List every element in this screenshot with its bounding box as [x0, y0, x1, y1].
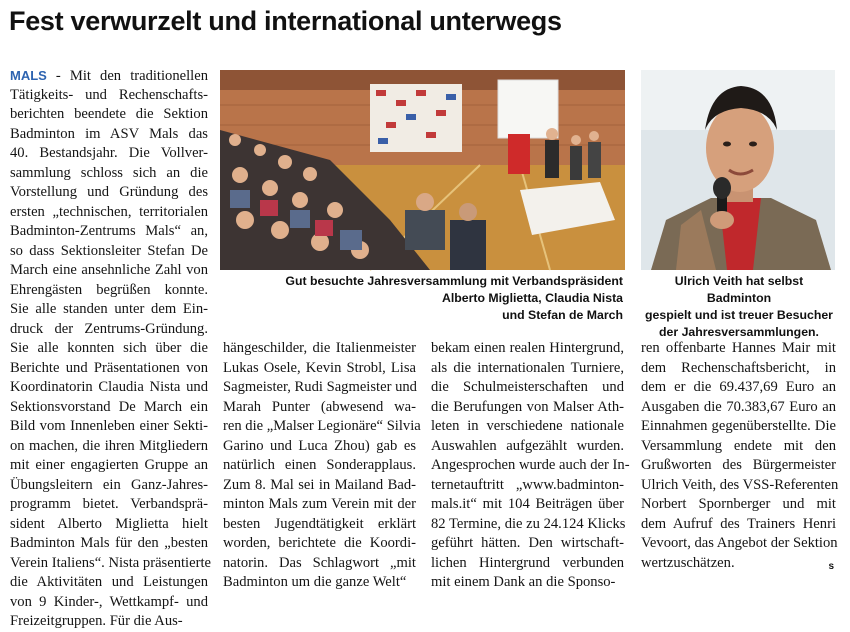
text-line-rest: - Mit den traditionellen	[46, 68, 208, 84]
text-line	[10, 66, 208, 86]
text-line: dem Rechenschaftsbericht, in	[641, 359, 836, 376]
text-line: Angesprochen wurde auch der In-	[431, 457, 630, 473]
text-line: Sie alle konnten sich über die	[10, 340, 208, 356]
text-line: besten Jugendtätigkeit erklärt	[223, 515, 416, 532]
text-line: die Aktivitäten und Leistungen	[10, 574, 208, 590]
text-line: Sagmeister, Rudi Sagmeister und	[223, 379, 417, 395]
article-column-4	[641, 339, 839, 573]
text-line: natürlich einen Sonderapplaus.	[223, 457, 416, 473]
text-line: Zum 8. Mal sei in Mailand Bad-	[223, 476, 416, 493]
text-line: worden, berichtete die Koordi-	[223, 535, 416, 551]
author-end-mark: s	[828, 560, 834, 572]
text-line: Übungsleitern ein Ganz-Jahres-	[10, 476, 208, 493]
text-line: Berichte und Präsentationen von	[10, 359, 208, 376]
text-line: Lukas Osele, Kevin Strobl, Lisa	[223, 359, 416, 376]
text-line: 82 Termine, die zu 24.124 Klicks	[431, 515, 626, 532]
text-line: ersten „technischen, territorialen	[10, 203, 208, 220]
location-kicker: MALS	[10, 68, 47, 83]
text-line: lichen Hintergrund verbunden	[431, 554, 624, 571]
text-line: geführt hätten. Den wirtschaft-	[431, 535, 624, 551]
portrait-caption	[641, 273, 837, 341]
text-line: Badminton um die ganze Welt“	[223, 574, 407, 590]
text-line: mit einem Dank an die Sponso-	[431, 574, 616, 590]
text-line: March eine ansehnliche Zahl von	[10, 262, 208, 278]
text-line: Grußworten des Bürgermeister	[641, 457, 836, 473]
text-line: ren die „Malser Legionäre“ Silvia	[223, 418, 421, 434]
caption-line: gespielt und ist treuer Besucher	[645, 308, 833, 322]
text-line: Sektionsvorstand De March ein	[10, 398, 208, 415]
text-line: mals.it“ mit 104 Beiträgen über	[431, 496, 624, 512]
text-line: sammlung schloss sich an die	[10, 164, 208, 181]
caption-line: und Stefan de March	[502, 308, 623, 322]
caption-line: Gut besuchte Jahresversammlung mit Verbandspräsident	[285, 274, 623, 288]
text-line: Tätigkeits- und Rechenschafts-	[10, 86, 208, 103]
text-line: die Schulmeisterschaften und	[431, 379, 624, 395]
text-line: on machen, die ihren Mitgliedern	[10, 437, 208, 454]
text-line: dem Aufruf des Trainers Henri	[641, 515, 836, 532]
text-line: so dass Sektionsleiter Stefan De	[10, 242, 208, 259]
text-line: Marah Punter (abwesend wa-	[223, 398, 416, 415]
text-line: wertzuschätzen. s	[641, 554, 836, 574]
text-line: die Berufungen von Malser Ath-	[431, 398, 624, 415]
caption-line: Alberto Miglietta, Claudia Nista	[441, 291, 623, 305]
text-line: Vorstellung und Gründung des	[10, 184, 208, 200]
text-line: 40. Bestandsjahr. Die Vollver-	[10, 145, 208, 161]
portrait-photo	[641, 70, 835, 270]
article-column-1	[10, 66, 211, 632]
text-line: von 9 Kinder-, Wettkampf- und	[10, 593, 208, 610]
text-line: als die internationalen Turniere,	[431, 359, 624, 376]
text-line: dem er die 69.437,69 Euro an	[641, 379, 836, 395]
text-line: Ulrich Veith, des VSS-Referenten	[641, 476, 839, 493]
text-line: bekam einen realen Hintergrund,	[431, 340, 624, 356]
text-line: Ausgaben die 70.383,67 Euro an	[641, 398, 836, 415]
text-line: Norbert Spornberger und mit	[641, 496, 836, 512]
text-line: Verein Italiens“. Nista präsentierte	[10, 554, 211, 571]
text-line: Garino und Luca Zhou) gab es	[223, 437, 416, 454]
text-line: ternetauftritt „www.badminton-	[431, 476, 624, 493]
assembly-photo	[220, 70, 625, 270]
text-line: Ehrengästen begrüßen konnte.	[10, 281, 208, 298]
text-line: Auswahlen aufgezählt wurden.	[431, 437, 624, 454]
text-line: Koordinatorin Claudia Nista und	[10, 379, 208, 395]
article-headline: Fest verwurzelt und international unterwegs	[9, 6, 562, 36]
text-line: Badminton-Zentrums Mals“ an,	[10, 223, 208, 239]
text-line: hängeschilder, die Italienmeister	[223, 340, 416, 356]
text-line: Sie alle standen unter dem Ein-	[10, 301, 208, 317]
text-line: Freizeitgruppen. Für die Aus-	[10, 613, 183, 629]
article-column-3	[431, 339, 630, 593]
text-line: natorin. Das Schlagwort „mit	[223, 554, 416, 571]
text-line: Vevoort, das Angebot der Sektion	[641, 535, 838, 551]
main-photo-caption	[220, 273, 623, 324]
text-line: Bild vom Innenleben einer Sekti-	[10, 418, 208, 434]
text-line: programm bietet. Verbandsprä-	[10, 496, 208, 512]
text-line: druck der Zentrums-Gründung.	[10, 320, 208, 337]
text-line: Badminton im ASV Mals das	[10, 125, 208, 142]
text-line: ren offenbarte Hannes Mair mit	[641, 340, 836, 356]
article-column-2	[223, 339, 421, 593]
caption-line: der Jahresversammlungen.	[659, 325, 819, 339]
text-line: berichten beendete die Sektion	[10, 106, 208, 122]
caption-line: Ulrich Veith hat selbst Badminton	[674, 274, 804, 305]
text-line: Versammlung endete mit den	[641, 437, 836, 454]
text-line: sident Alberto Miglietta hielt	[10, 515, 208, 532]
text-line: Badminton Mals für den „besten	[10, 535, 208, 551]
text-line: minton Mals zum Verein mit der	[223, 496, 416, 512]
text-line: mit einer engagierten Gruppe an	[10, 457, 208, 473]
text-line: leten in verschiedene nationale	[431, 418, 624, 434]
text-line: Einnahmen gegenüberstellte. Die	[641, 418, 836, 434]
